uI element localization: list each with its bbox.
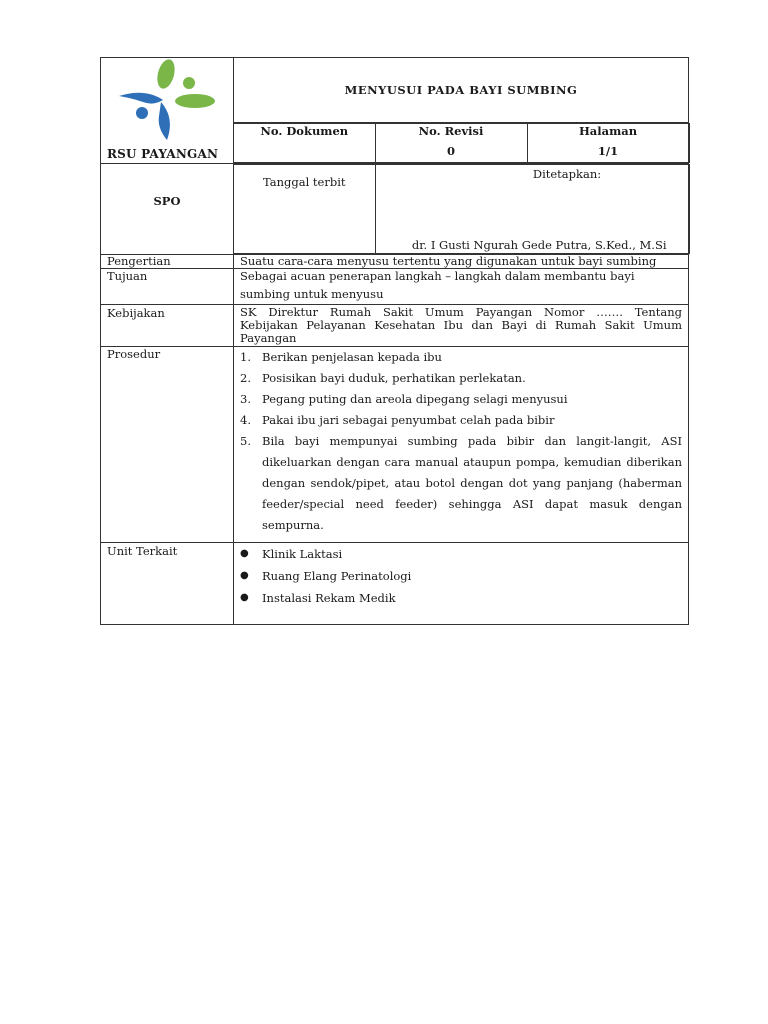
approved-label: Ditetapkan: — [532, 167, 602, 181]
bullet-icon: ● — [240, 592, 249, 603]
step-text: Berikan penjelasan kepada ibu — [262, 350, 442, 364]
step-number: 1. — [240, 350, 251, 364]
pengertian-label: Pengertian — [101, 255, 234, 269]
unit-item — [240, 587, 682, 609]
bullet-icon: ● — [240, 570, 249, 581]
kebijakan-line-3: Payangan — [240, 331, 297, 345]
unit-name: Klinik Laktasi — [262, 547, 343, 561]
step-text: Posisikan bayi duduk, perhatikan perlekatan. — [262, 371, 526, 385]
approval-cell — [375, 165, 689, 254]
procedure-step — [240, 431, 682, 536]
hospital-name: RSU PAYANGAN — [107, 147, 219, 161]
prosedur-cell — [234, 347, 689, 543]
revision-value: 0 — [446, 144, 455, 158]
kebijakan-line-2: Kebijakan Pelayanan Kesehatan Ibu dan Bayi di Rumah Sakit Umum — [240, 318, 682, 332]
kebijakan-cell — [234, 305, 689, 347]
tujuan-cell — [234, 269, 689, 305]
step-text: Bila bayi mempunyai sumbing pada bibir dan langit-langit, ASI dikeluarkan dengan cara manual ataupun pompa, kemudian diberikan dengan sendok/pipet, atau botol dengan dot yang panjang (haberman feeder/special need feeder) sehingga ASI dapat masuk dengan sempurna. — [262, 434, 682, 532]
procedure-step — [240, 389, 682, 410]
unit-name: Ruang Elang Perinatologi — [262, 569, 412, 583]
procedure-step — [240, 347, 682, 368]
procedure-step — [240, 368, 682, 389]
doc-info-cell — [234, 123, 689, 164]
unit-item — [240, 565, 682, 587]
tujuan-line-2: sumbing untuk menyusu — [240, 287, 384, 301]
step-number: 2. — [240, 371, 251, 385]
step-text: Pegang puting dan areola dipegang selagi menyusui — [262, 392, 568, 406]
revision-cell — [375, 124, 527, 163]
unit-name: Instalasi Rekam Medik — [262, 591, 396, 605]
kebijakan-line-1: SK Direktur Rumah Sakit Umum Payangan Nomor ……. Tentang — [240, 305, 682, 319]
step-number: 4. — [240, 413, 251, 427]
prosedur-label: Prosedur — [101, 347, 234, 543]
page-value: 1/1 — [597, 144, 619, 158]
revision-label: No. Revisi — [418, 124, 484, 138]
spo-label: SPO — [101, 164, 234, 255]
unit-list — [234, 543, 688, 617]
step-number: 3. — [240, 392, 251, 406]
kebijakan-label: Kebijakan — [101, 305, 234, 347]
procedure-list — [234, 347, 688, 542]
unit-cell — [234, 543, 689, 625]
step-number: 5. — [240, 434, 251, 448]
tujuan-line-1: Sebagai acuan penerapan langkah – langkah dalam membantu bayi — [240, 269, 635, 283]
logo-cell — [101, 58, 234, 164]
doc-info-table — [234, 123, 690, 163]
pengertian-text: Suatu cara-cara menyusu tertentu yang digunakan untuk bayi sumbing — [234, 255, 689, 269]
step-text: Pakai ibu jari sebagai penyumbat celah pada bibir — [262, 413, 555, 427]
issue-date-label: Tanggal terbit — [234, 165, 375, 254]
spo-document — [100, 57, 688, 625]
signatory-name: dr. I Gusti Ngurah Gede Putra, S.Ked., M.Si — [411, 238, 667, 252]
procedure-step — [240, 410, 682, 431]
unit-item — [240, 543, 682, 565]
doc-number-cell — [234, 124, 375, 163]
tujuan-label: Tujuan — [101, 269, 234, 305]
document-title: MENYUSUI PADA BAYI SUMBING — [234, 58, 689, 123]
date-approval-table — [234, 164, 690, 254]
page-label: Halaman — [578, 124, 638, 138]
bullet-icon: ● — [240, 548, 249, 559]
spo-table — [100, 57, 689, 625]
page-cell — [527, 124, 689, 163]
unit-label: Unit Terkait — [101, 543, 234, 625]
date-approval-cell — [234, 164, 689, 255]
hospital-logo — [115, 58, 215, 140]
doc-number-label: No. Dokumen — [260, 124, 349, 138]
